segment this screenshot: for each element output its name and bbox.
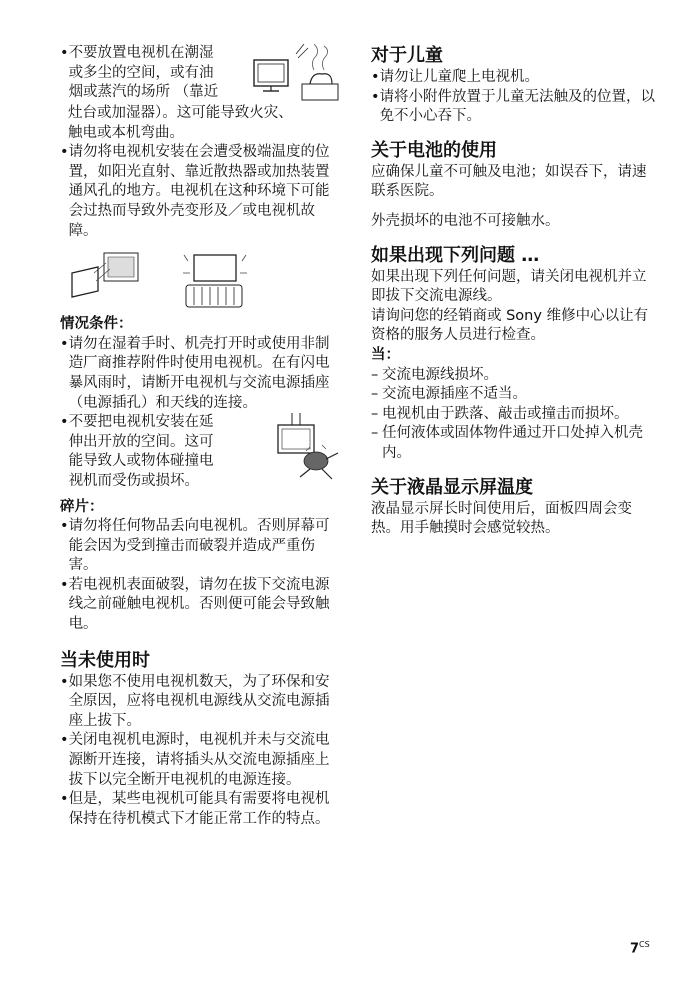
- humidity-line-2: 或多尘的空间，或有油: [68, 64, 214, 81]
- problem-item: – 交流电源线损坏。: [371, 366, 656, 386]
- dash-mark: –: [371, 386, 379, 403]
- battery-heading: 关于电池的使用: [371, 139, 497, 161]
- overhang-line-2: 伸出开放的空间。这可: [68, 433, 214, 450]
- bullet-mark: •: [60, 144, 69, 161]
- battery-text-2: 外壳损坏的电池不可接触水。: [371, 212, 560, 229]
- problems-text-2: 请询问您的经销商或 Sony 维修中心以让有资格的服务人员进行检查。: [371, 307, 649, 344]
- humidity-line-3: 烟或蒸汽的场所 （靠近: [68, 84, 219, 101]
- power-off-note: • 关闭电视机电源时，电视机并未与交流电源断开连接，请将插头从交流电源插座上拔下以完全断开电视机的电源连接。: [60, 731, 342, 790]
- problem-item: – 任何液体或固体物件通过开口处掉入机壳内。: [371, 424, 656, 463]
- bullet-mark: •: [60, 576, 69, 593]
- lcd-temperature-heading: 关于液晶显示屏温度: [371, 476, 533, 498]
- humidity-line-5: 触电或本机弯曲。: [68, 124, 184, 141]
- overhang-line-1: 不要把电视机安装在延: [68, 414, 214, 431]
- dash-mark: –: [371, 425, 379, 442]
- temperature-warning: • 请勿将电视机安装在会遭受极端温度的位置，如阳光直射、靠近散热器或加热装置通风孔的地方。电视机在这种环境下可能会过热而导致外壳变形及／或电视机故障。: [60, 143, 342, 241]
- wet-hands-warning: • 请勿在湿着手时、机壳打开时或使用非制造厂商推荐附件时使用电视机。在有闪电暴风雨时，请断开电视机与交流电源插座 （电源插孔）和天线的连接。: [60, 335, 342, 413]
- overhang-warning-block: [60, 413, 342, 491]
- problems-text-1: 如果出现下列任何问题，请关闭电视机并立即拔下交流电源线。: [371, 268, 647, 305]
- problem-item: – 交流电源插座不适当。: [371, 385, 656, 405]
- bullet-mark: •: [60, 732, 69, 749]
- tv-radiator-illustration: [180, 251, 250, 309]
- throw-warning: • 请勿将任何物品丢向电视机。否则屏幕可能会因为受到撞击而破裂并造成严重伤害。: [60, 517, 342, 576]
- problems-heading: 如果出现下列问题 …: [371, 244, 540, 266]
- broken-surface-warning: • 若电视机表面破裂，请勿在拔下交流电源线之前碰触电视机。否则便可能会导致触电。: [60, 576, 342, 635]
- dash-mark: –: [371, 366, 379, 383]
- battery-text-1: 应确保儿童不可触及电池；如误吞下，请速联系医院。: [371, 163, 647, 200]
- problem-item: – 电视机由于跌落、敲击或撞击而损坏。: [371, 405, 656, 425]
- bullet-mark: •: [60, 518, 69, 535]
- humidity-line-1: 不要放置电视机在潮湿: [68, 45, 214, 61]
- bullet-mark: •: [60, 335, 69, 352]
- conditions-label: 情况条件：: [60, 316, 133, 333]
- humidity-warning: [60, 44, 252, 104]
- bullet-mark: •: [60, 673, 69, 690]
- when-label: 当：: [371, 346, 400, 363]
- standby-note: • 但是，某些电视机可能具有需要将电视机保持在待机模式下才能正常工作的特点。: [60, 790, 342, 829]
- when-unused-heading: 当未使用时: [60, 649, 150, 671]
- fragments-label: 碎片：: [60, 498, 104, 515]
- right-column: [371, 44, 656, 539]
- left-column: [60, 44, 342, 829]
- children-heading: 对于儿童: [371, 45, 443, 66]
- bullet-mark: •: [371, 88, 380, 105]
- bullet-mark: •: [60, 791, 69, 808]
- page-number-suffix: CS: [639, 940, 650, 949]
- bullet-mark: •: [60, 45, 69, 61]
- unplug-days-note: • 如果您不使用电视机数天，为了环保和安全原因，应将电视机电源线从交流电源插座上拔下。: [60, 673, 342, 732]
- heat-illustrations: [68, 251, 342, 309]
- humidity-warning-block: [60, 44, 342, 104]
- small-parts-warning: • 请将小附件放置于儿童无法触及的位置，以免不小心吞下。: [371, 88, 656, 127]
- tv-steam-kitchen-illustration: [252, 44, 342, 104]
- overhang-line-4: 视机而受伤或损坏。: [68, 472, 200, 489]
- humidity-warning-cont: [60, 104, 342, 143]
- bullet-mark: •: [371, 69, 380, 85]
- humidity-line-4: 灶台或加湿器）。这可能导致火灾、: [68, 105, 293, 121]
- overhang-line-3: 能导致人或物体碰撞电: [68, 453, 214, 470]
- overhang-warning: [60, 413, 270, 491]
- children-climb-warning: • 请勿让儿童爬上电视机。: [371, 68, 656, 88]
- bullet-mark: •: [60, 414, 69, 431]
- lcd-temperature-text: 液晶显示屏长时间使用后，面板四周会变热。用手触摸时会感觉较热。: [371, 500, 632, 537]
- dash-mark: –: [371, 405, 379, 422]
- tv-collision-illustration: [270, 413, 342, 483]
- page-number: $7^{CS}$: [630, 940, 650, 957]
- tv-sunlight-illustration: [68, 251, 140, 301]
